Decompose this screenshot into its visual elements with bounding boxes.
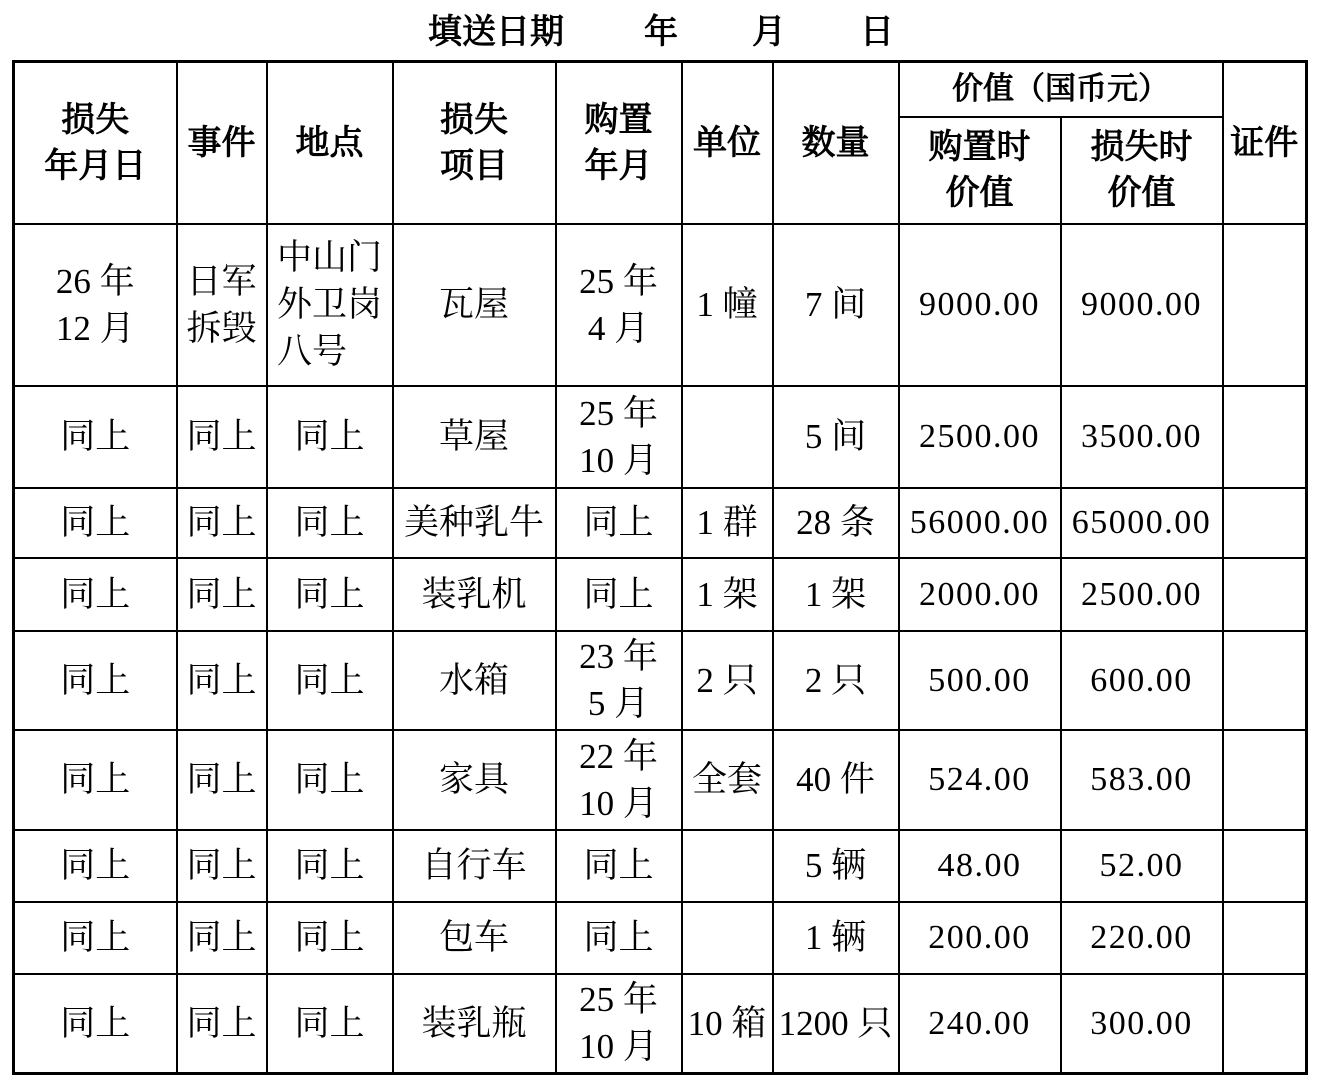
cell-quantity (773, 902, 899, 974)
cell-certificate (1223, 224, 1307, 386)
header-text: 购置时 价值 (928, 127, 1031, 213)
cell-text: 自行车 (421, 846, 527, 885)
cell-text: 1200 只 (778, 1003, 893, 1043)
cell-certificate (1223, 730, 1307, 830)
cell-text: 同上 (294, 846, 365, 885)
header-text: 数量 (801, 122, 870, 163)
cell-text: 同上 (186, 417, 257, 456)
cell-text: 同上 (60, 574, 131, 614)
column-header-unit (682, 62, 773, 224)
report-date-year-unit: 年 (644, 12, 678, 52)
cell-text: 25 年 4 月 (579, 261, 658, 348)
cell-quantity (773, 830, 899, 902)
cell-text: 1 群 (696, 503, 758, 542)
cell-quantity (773, 488, 899, 558)
cell-text: 同上 (583, 574, 654, 614)
cell-text: 同上 (294, 660, 365, 700)
cell-unit (682, 224, 773, 386)
column-header-purchase-date (556, 62, 682, 224)
cell-text: 65000.00 (1071, 504, 1212, 541)
cell-unit (682, 558, 773, 631)
cell-text: 5 辆 (804, 846, 867, 885)
cell-text: 48.00 (937, 847, 1022, 884)
cell-text: 同上 (60, 918, 131, 957)
cell-text: 2500.00 (1081, 575, 1202, 613)
cell-item (393, 558, 556, 631)
cell-loss-date (14, 488, 177, 558)
cell-text: 1 架 (804, 574, 867, 614)
cell-quantity (773, 974, 899, 1074)
cell-text: 同上 (60, 1003, 131, 1043)
cell-text: 同上 (186, 503, 257, 542)
cell-text: 中山门 外卫岗 八号 (276, 238, 382, 371)
loss-report-table (12, 60, 1308, 1075)
cell-value-at-purchase (899, 488, 1061, 558)
cell-quantity (773, 558, 899, 631)
cell-text: 9000.00 (1081, 286, 1202, 323)
cell-unit (682, 386, 773, 488)
cell-text: 23 年 5 月 (579, 637, 658, 723)
cell-event (177, 558, 267, 631)
cell-text: 同上 (186, 660, 257, 700)
report-date-month-unit: 月 (752, 12, 786, 52)
cell-event (177, 488, 267, 558)
column-header-location (267, 62, 393, 224)
cell-quantity (773, 386, 899, 488)
cell-loss-date (14, 558, 177, 631)
cell-value-at-purchase (899, 902, 1061, 974)
cell-text: 26 年 12 月 (55, 261, 135, 348)
cell-value-at-loss (1061, 631, 1223, 730)
header-text: 地点 (295, 122, 364, 163)
cell-item (393, 386, 556, 488)
cell-text: 同上 (583, 503, 654, 542)
column-header-loss-date (14, 62, 177, 224)
cell-location (267, 224, 393, 386)
cell-text: 同上 (294, 417, 365, 456)
cell-text: 2 只 (696, 660, 758, 700)
cell-text: 28 条 (796, 503, 875, 542)
cell-unit (682, 974, 773, 1074)
cell-text: 1 幢 (696, 285, 758, 324)
header-text: 事件 (187, 122, 256, 163)
cell-value-at-purchase (899, 830, 1061, 902)
cell-text: 56000.00 (909, 504, 1050, 541)
cell-text: 300.00 (1090, 1004, 1193, 1042)
table-row (14, 386, 1307, 488)
cell-location (267, 730, 393, 830)
cell-certificate (1223, 902, 1307, 974)
cell-loss-date (14, 224, 177, 386)
cell-text: 家具 (438, 760, 509, 799)
cell-text: 3500.00 (1081, 418, 1202, 455)
cell-value-at-purchase (899, 730, 1061, 830)
cell-text: 200.00 (928, 919, 1031, 956)
cell-value-at-loss (1061, 830, 1223, 902)
cell-text: 25 年 10 月 (579, 980, 658, 1067)
cell-loss-date (14, 830, 177, 902)
cell-value-at-purchase (899, 974, 1061, 1074)
cell-certificate (1223, 386, 1307, 488)
cell-location (267, 558, 393, 631)
table-body (14, 224, 1307, 1074)
header-text: 价值（国币元） (952, 71, 1169, 108)
cell-unit (682, 488, 773, 558)
cell-text: 10 箱 (687, 1003, 767, 1043)
cell-item (393, 631, 556, 730)
table-row (14, 631, 1307, 730)
cell-text: 水箱 (438, 660, 509, 700)
cell-text: 同上 (60, 846, 131, 885)
cell-text: 日军 拆毁 (186, 261, 257, 348)
cell-quantity (773, 730, 899, 830)
cell-event (177, 830, 267, 902)
cell-value-at-loss (1061, 974, 1223, 1074)
cell-text: 583.00 (1090, 761, 1193, 798)
cell-text: 美种乳牛 (403, 503, 544, 542)
cell-certificate (1223, 488, 1307, 558)
cell-certificate (1223, 830, 1307, 902)
cell-value-at-loss (1061, 224, 1223, 386)
cell-loss-date (14, 974, 177, 1074)
cell-text: 同上 (294, 574, 365, 614)
header-text: 单位 (693, 122, 761, 163)
cell-event (177, 730, 267, 830)
table-row (14, 224, 1307, 386)
cell-location (267, 386, 393, 488)
cell-value-at-loss (1061, 488, 1223, 558)
cell-loss-date (14, 730, 177, 830)
cell-value-at-purchase (899, 224, 1061, 386)
cell-item (393, 730, 556, 830)
cell-text: 1 架 (696, 574, 758, 614)
cell-location (267, 974, 393, 1074)
header-text: 损失 项目 (440, 99, 508, 186)
header-text: 购置 年月 (584, 99, 653, 186)
cell-text: 2500.00 (919, 418, 1040, 455)
header-row (14, 62, 1307, 117)
cell-unit (682, 730, 773, 830)
cell-quantity (773, 224, 899, 386)
cell-purchase-date (556, 224, 682, 386)
table-row (14, 488, 1307, 558)
cell-text: 同上 (60, 760, 131, 799)
cell-item (393, 830, 556, 902)
cell-purchase-date (556, 386, 682, 488)
cell-text: 同上 (294, 503, 365, 542)
cell-quantity (773, 631, 899, 730)
cell-text: 同上 (186, 918, 257, 957)
cell-text: 240.00 (928, 1004, 1031, 1042)
cell-text: 40 件 (796, 760, 875, 799)
cell-text: 同上 (294, 1003, 365, 1043)
cell-item (393, 902, 556, 974)
cell-text: 同上 (186, 574, 257, 614)
cell-text: 2 只 (804, 660, 867, 700)
cell-text: 全套 (691, 760, 762, 799)
report-date-label: 填送日期 (428, 12, 564, 52)
table-row (14, 902, 1307, 974)
cell-text: 同上 (60, 417, 131, 456)
table-row (14, 558, 1307, 631)
cell-text: 25 年 10 月 (579, 393, 658, 480)
cell-text: 同上 (60, 660, 131, 700)
column-header-value-at-purchase (899, 117, 1061, 224)
cell-value-at-purchase (899, 558, 1061, 631)
cell-unit (682, 830, 773, 902)
column-header-item (393, 62, 556, 224)
cell-value-at-loss (1061, 902, 1223, 974)
cell-text: 瓦屋 (438, 285, 509, 324)
cell-item (393, 974, 556, 1074)
cell-text: 220.00 (1090, 919, 1193, 956)
cell-purchase-date (556, 730, 682, 830)
cell-value-at-loss (1061, 730, 1223, 830)
cell-text: 500.00 (928, 661, 1031, 699)
cell-text: 22 年 10 月 (579, 736, 658, 823)
cell-text: 同上 (186, 1003, 257, 1043)
cell-text: 同上 (186, 760, 257, 799)
cell-event (177, 224, 267, 386)
cell-purchase-date (556, 488, 682, 558)
cell-value-at-loss (1061, 386, 1223, 488)
table-row (14, 830, 1307, 902)
cell-text: 同上 (186, 846, 257, 885)
cell-text: 52.00 (1099, 847, 1184, 884)
cell-certificate (1223, 631, 1307, 730)
header-text: 损失 年月日 (44, 99, 147, 186)
table-row (14, 730, 1307, 830)
cell-text: 包车 (438, 918, 509, 957)
cell-text: 同上 (583, 846, 654, 885)
cell-location (267, 631, 393, 730)
cell-text: 草屋 (438, 417, 509, 456)
cell-text: 同上 (294, 760, 365, 799)
report-date-day-unit: 日 (860, 12, 894, 52)
cell-purchase-date (556, 631, 682, 730)
cell-text: 同上 (583, 918, 654, 957)
cell-text: 装乳瓶 (421, 1003, 527, 1043)
cell-text: 装乳机 (421, 574, 527, 614)
cell-event (177, 386, 267, 488)
cell-value-at-purchase (899, 631, 1061, 730)
table-header (14, 62, 1307, 224)
cell-purchase-date (556, 830, 682, 902)
cell-purchase-date (556, 902, 682, 974)
cell-unit (682, 902, 773, 974)
table-row (14, 974, 1307, 1074)
cell-text: 600.00 (1090, 661, 1193, 699)
cell-text: 524.00 (928, 761, 1031, 798)
cell-location (267, 488, 393, 558)
header-text: 证件 (1230, 122, 1299, 163)
cell-text: 同上 (60, 503, 131, 542)
cell-loss-date (14, 386, 177, 488)
column-header-certificate (1223, 62, 1307, 224)
cell-text: 9000.00 (919, 286, 1040, 323)
cell-text: 同上 (294, 918, 365, 957)
cell-certificate (1223, 974, 1307, 1074)
cell-unit (682, 631, 773, 730)
column-header-event (177, 62, 267, 224)
cell-purchase-date (556, 974, 682, 1074)
column-group-header-value (899, 62, 1223, 117)
cell-text: 7 间 (804, 285, 867, 324)
cell-text: 5 间 (804, 417, 867, 456)
cell-location (267, 830, 393, 902)
cell-text: 2000.00 (919, 575, 1040, 613)
cell-text: 1 辆 (804, 918, 867, 957)
cell-certificate (1223, 558, 1307, 631)
cell-event (177, 902, 267, 974)
cell-purchase-date (556, 558, 682, 631)
cell-location (267, 902, 393, 974)
cell-loss-date (14, 902, 177, 974)
column-header-quantity (773, 62, 899, 224)
cell-loss-date (14, 631, 177, 730)
cell-item (393, 224, 556, 386)
cell-event (177, 631, 267, 730)
cell-item (393, 488, 556, 558)
cell-event (177, 974, 267, 1074)
header-text: 损失时 价值 (1090, 127, 1193, 213)
cell-value-at-purchase (899, 386, 1061, 488)
column-header-value-at-loss (1061, 117, 1223, 224)
cell-value-at-loss (1061, 558, 1223, 631)
